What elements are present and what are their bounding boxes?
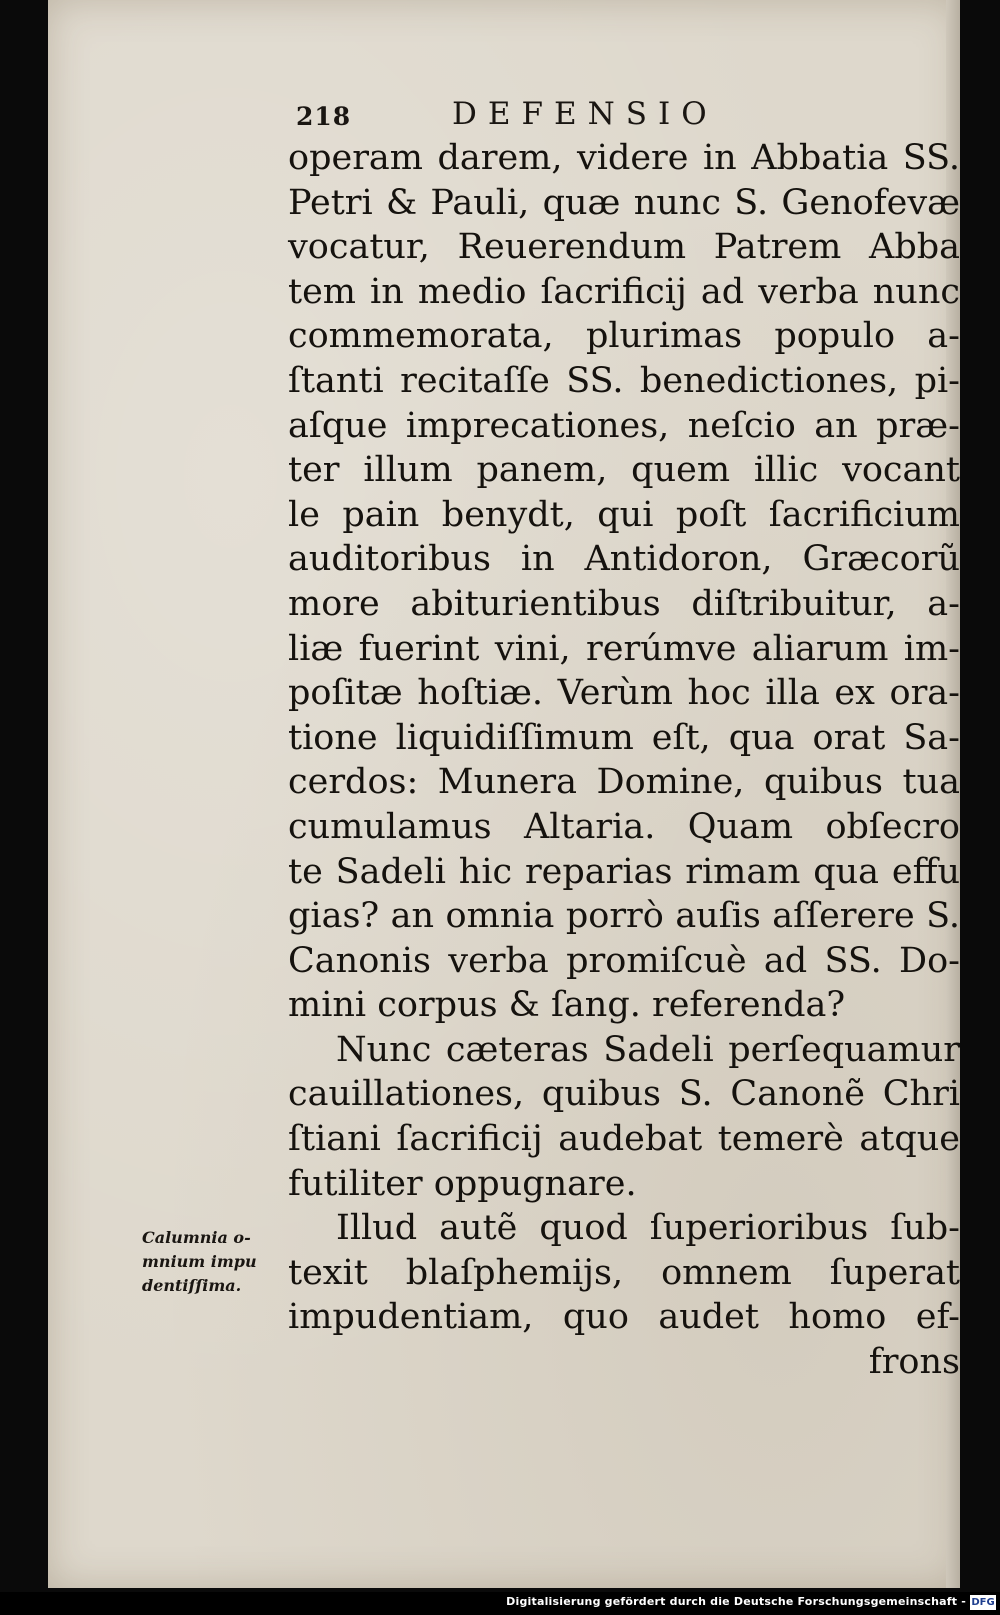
text-line: operam darem, videre in Abbatia SS. <box>288 138 960 178</box>
text-line: commemorata, plurimas populo a- <box>288 316 960 357</box>
running-title: DEFENSIO <box>452 96 718 132</box>
text-line: texit blaſphemijs, omnem ſuperat <box>288 1252 960 1293</box>
funding-credit: Digitalisierung gefördert durch die Deutsche Forschungsgemeinschaft - <box>506 1595 966 1608</box>
text-line: te Sadeli hic reparias rimam qua effu <box>288 851 960 892</box>
text-line: tem in medio ſacrificij ad verba nunc <box>288 271 960 312</box>
paragraph-start-line: Illud autẽ quod ſuperioribus ſub- <box>336 1208 960 1249</box>
text-line: more abiturientibus diſtribuitur, a- <box>288 583 960 624</box>
text-line: liæ fuerint vini, rerúmve aliarum im- <box>288 628 960 669</box>
text-line: auditoribus in Antidoron, Græcorũ <box>288 539 960 580</box>
catchword: frons <box>868 1342 960 1383</box>
text-line: ter illum panem, quem illic vocant <box>288 450 960 491</box>
text-line: impudentiam, quo audet homo ef- <box>288 1297 960 1338</box>
marginal-note <box>142 1226 302 1298</box>
text-line: poſitæ hoſtiæ. Verùm hoc illa ex ora- <box>288 673 960 714</box>
marginal-note-line: mnium impu <box>142 1252 257 1271</box>
text-line: le pain benydt, qui poſt ſacrificium <box>288 494 960 535</box>
paragraph-start-line: Nunc cæteras Sadeli perſequamur <box>336 1029 960 1070</box>
text-line: gias? an omnia porrò auſis aſſerere S. <box>288 896 960 937</box>
running-head <box>296 96 776 136</box>
marginal-note-line: dentiſſima. <box>142 1276 242 1295</box>
text-line: Petri & Pauli, quæ nunc S. Genofevæ <box>288 182 960 223</box>
text-line: tione liquidiſſimum eſt, qua orat Sa- <box>288 717 960 758</box>
body-text <box>288 136 960 1385</box>
text-line: mini corpus & ſang. referenda? <box>288 985 846 1026</box>
marginal-note-line: Calumnia o- <box>142 1228 251 1247</box>
dfg-logo-icon: DFG <box>971 1597 995 1608</box>
text-line: cerdos: Munera Domine, quibus tua <box>288 762 960 803</box>
footer-bar <box>0 1592 1000 1615</box>
text-line: futiliter oppugnare. <box>288 1163 637 1204</box>
text-line: vocatur, Reuerendum Patrem Abba <box>288 227 960 268</box>
text-line: ſtanti recitaſſe SS. benedictiones, pi- <box>288 360 960 401</box>
page-number: 218 <box>296 102 352 131</box>
text-line: Canonis verba promiſcuè ad SS. Do- <box>288 940 960 981</box>
text-line: cumulamus Altaria. Quam obſecro <box>288 806 960 847</box>
text-line: aſque imprecationes, neſcio an præ- <box>288 405 960 446</box>
text-line: ſtiani ſacrificij audebat temerè atque <box>288 1119 960 1160</box>
text-line: cauillationes, quibus S. Canonẽ Chri <box>288 1074 960 1115</box>
